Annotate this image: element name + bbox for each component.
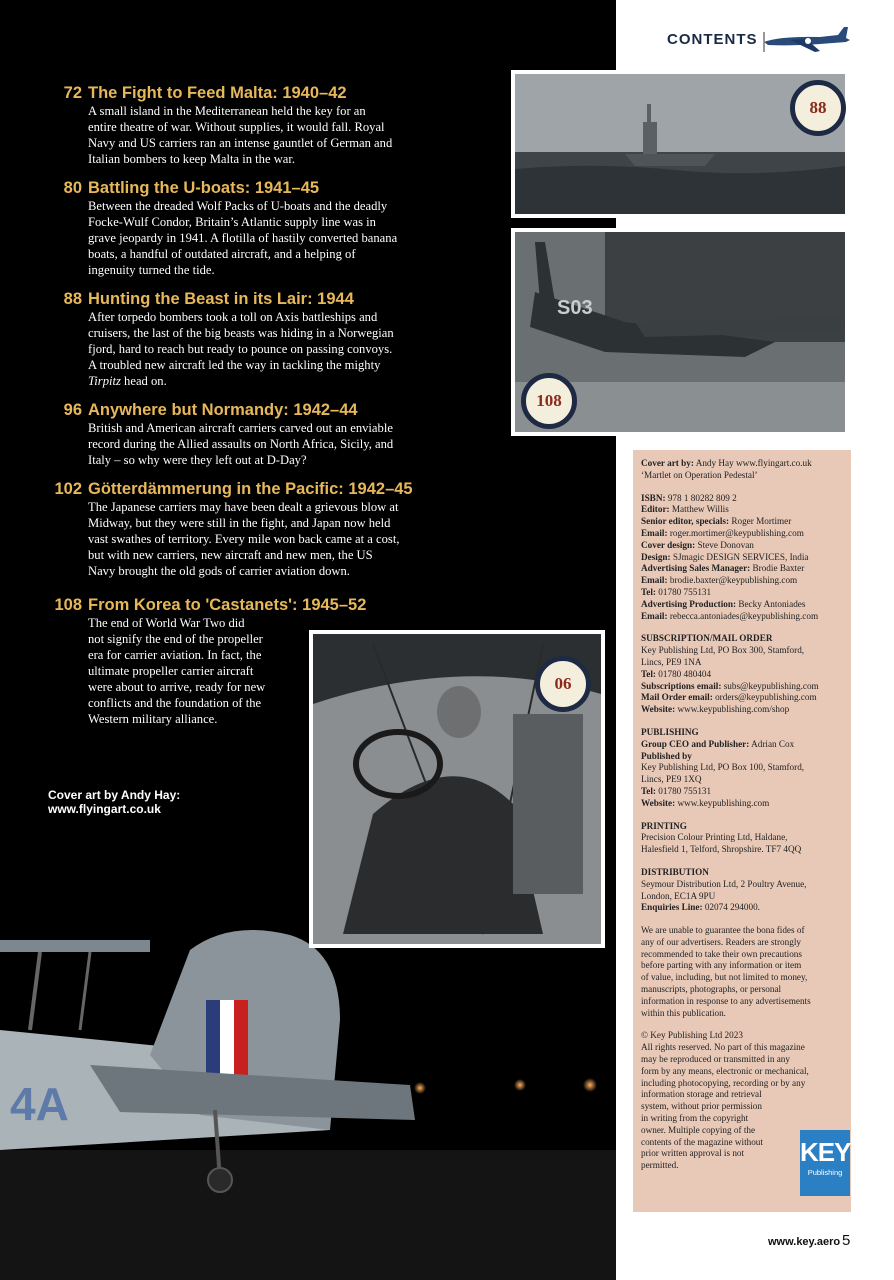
contents-entry-beast[interactable] [48, 289, 448, 389]
entry-page-number: 96 [63, 401, 82, 419]
publication-info-box: Cover art by: Andy Hay www.flyingart.co.uk ‘Martlet on Operation Pedestal’ ISBN: 978 1 80282 809 2 Editor: Matthew Willis Senior editor, specials: Roger Mortimer Email: roger.mortimer@keypublishing.com Cover design: Steve Donovan Design: SJmagic DESIGN SERVICES, India Advertising Sales Manager: Brodie Baxter Email: brodie.baxter@keypublishing.com Tel: 01780 755131 Advertising Production: Becky Antoniades Email: rebecca.antoniades@keypublishing.com SUBSCRIPTION/MAIL ORDER Key Publishing Ltd, PO Box 300, Stamford, Lincs, PE9 1NA Tel: 01780 480404 Subscriptions email: subs@keypublishing.com Mail Order email: orders@keypublishing.com Website: www.keypublishing.com/shop PUBLISHING Group CEO and Publisher: Adrian Cox Published by Key Publishing Ltd, PO Box 100, Stamford, Lincs, PE9 1XQ Tel: 01780 755131 Website: www.keypublishing.com PRINTING Precision Colour Printing Ltd, Haldane, Halesfield 1, Telford, Shropshire. TF7 4QQ DISTRIBUTION Seymour Distribution Ltd, 2 Poultry Avenue, London, EC1A 9PU Enquiries Line: 02074 294000. We are unable to guarantee the bona fides of any of our advertisers. Readers are strongly recommended to take their own precautions before parting with any information or item of value, including, but not limited to money, manuscripts, photographs, or personal information in response to any advertisements within this publication. © Key Publishing Ltd 2023 All rights reserved. No part of this magazine may be reproduced or transmitted in any form by any means, electronic or mechanical, including photocopying, recording or by any information storage and retrieval system, without prior permission in writing from the copyright owner. Multiple copying of the contents of the magazine without prior written approval is not permitted. [633, 450, 851, 1212]
page-badge: 06 [535, 656, 591, 712]
contents-entry-pacific[interactable] [48, 479, 448, 579]
entry-description: A small island in the Mediterranean held the key for an entire theatre of war. Without supplies, it would fall. Royal Navy and US carriers ran an intense gauntlet of German and Italian bombers to keep Malta in the war. [88, 104, 393, 166]
entry-page-number: 72 [63, 84, 82, 102]
website-link[interactable]: www.keypublishing.com/shop [677, 704, 790, 715]
svg-text:S03: S03 [557, 297, 593, 319]
email-link[interactable]: roger.mortimer@keypublishing.com [669, 527, 804, 538]
page-number: 5 [842, 1232, 851, 1249]
website-link[interactable]: www.keypublishing.com [677, 797, 770, 808]
page-badge: 108 [521, 373, 577, 429]
entry-title: Battling the U-boats: 1941–45 [88, 179, 320, 197]
entry-description: Between the dreaded Wolf Packs of U-boats and the deadly Focke-Wulf Condor, Britain’s Atlantic supply line was in grave jeopardy in 1941. A flotilla of hastily converted banana boats, a handful of outdated aircraft, and a helping of ingenuity turned the tide. [88, 199, 398, 277]
disclaimer: We are unable to guarantee the bona fides of any of our advertisers. Readers are strongly recommended to take their own precautions before parting with any information or item of value, including, but not limited to money, manuscripts, photographs, or personal information in response to any advertisements within this publication. [641, 925, 811, 1018]
page-badge: 88 [790, 80, 846, 136]
entry-title: The Fight to Feed Malta: 1940–42 [88, 84, 347, 102]
entry-title: Anywhere but Normandy: 1942–44 [88, 401, 358, 419]
email-link[interactable]: orders@keypublishing.com [715, 692, 817, 703]
corsair-plane-icon [760, 22, 852, 56]
entry-description: The end of World War Two did not signify the end of the propeller era for carrier aviation. In fact, the ultimate propeller carrier aircraft were about to arrive, ready for new conflicts and the foundation of the Western military alliance. [88, 616, 266, 726]
page-title: CONTENTS [667, 31, 758, 48]
svg-text:4A: 4A [10, 1078, 69, 1130]
entry-page-number: 80 [63, 179, 82, 197]
entry-description: British and American aircraft carriers carved out an enviable record during the Allied assaults on North Africa, Sicily, and Italy – so why were they left out at D-Day? [88, 421, 394, 467]
photo-aircraft-on-deck [511, 228, 849, 436]
entry-description: The Japanese carriers may have been dealt a grievous blow at Midway, but they were still in the fight, and Japan now held vast swathes of territory. Every mile won back came at a cost, but with new carriers, new aircraft and new men, the US Navy brought the old gods of carrier aviation down. [88, 500, 400, 578]
contents-entry-normandy[interactable] [48, 400, 448, 468]
email-link[interactable]: brodie.baxter@keypublishing.com [669, 575, 798, 586]
entry-title: Götterdämmerung in the Pacific: 1942–45 [88, 480, 413, 498]
photo-early-aviator [309, 630, 605, 948]
contents-entry-malta[interactable] [48, 83, 448, 167]
footer-website-link[interactable]: www.key.aero [768, 1236, 841, 1248]
contents-entry-u-boats[interactable] [48, 178, 448, 278]
email-link[interactable]: subs@keypublishing.com [723, 680, 819, 691]
entry-description: After torpedo bombers took a toll on Axis battleships and cruisers, the last of the big beasts was hiding in a Norwegian fjord, hard to reach but ready to pounce on passing convoys. A troubled new aircraft led the way in tackling the mighty Tirpitz head on. [88, 310, 394, 388]
entry-title: From Korea to 'Castanets': 1945–52 [88, 596, 367, 614]
copyright-notice: © Key Publishing Ltd 2023 All rights reserved. No part of this magazine may be reproduced or transmitted in any form by any means, electronic or mechanical, including photocopying, recording or by any information storage and retrieval system, without prior permission in writing from the copyright owner. Multiple copying of the contents of the magazine without prior written approval is not permitted. [641, 1030, 809, 1171]
email-link[interactable]: rebecca.antoniades@keypublishing.com [669, 610, 819, 621]
entry-page-number: 108 [54, 596, 82, 614]
cover-art-credit: Cover art by Andy Hay: www.flyingart.co.uk [48, 788, 181, 816]
entry-page-number: 102 [54, 480, 82, 498]
key-publishing-logo: KEY Publishing [800, 1130, 850, 1196]
photo-carrier-at-sea [511, 70, 849, 218]
entry-title: Hunting the Beast in its Lair: 1944 [88, 290, 354, 308]
entry-page-number: 88 [63, 290, 82, 308]
